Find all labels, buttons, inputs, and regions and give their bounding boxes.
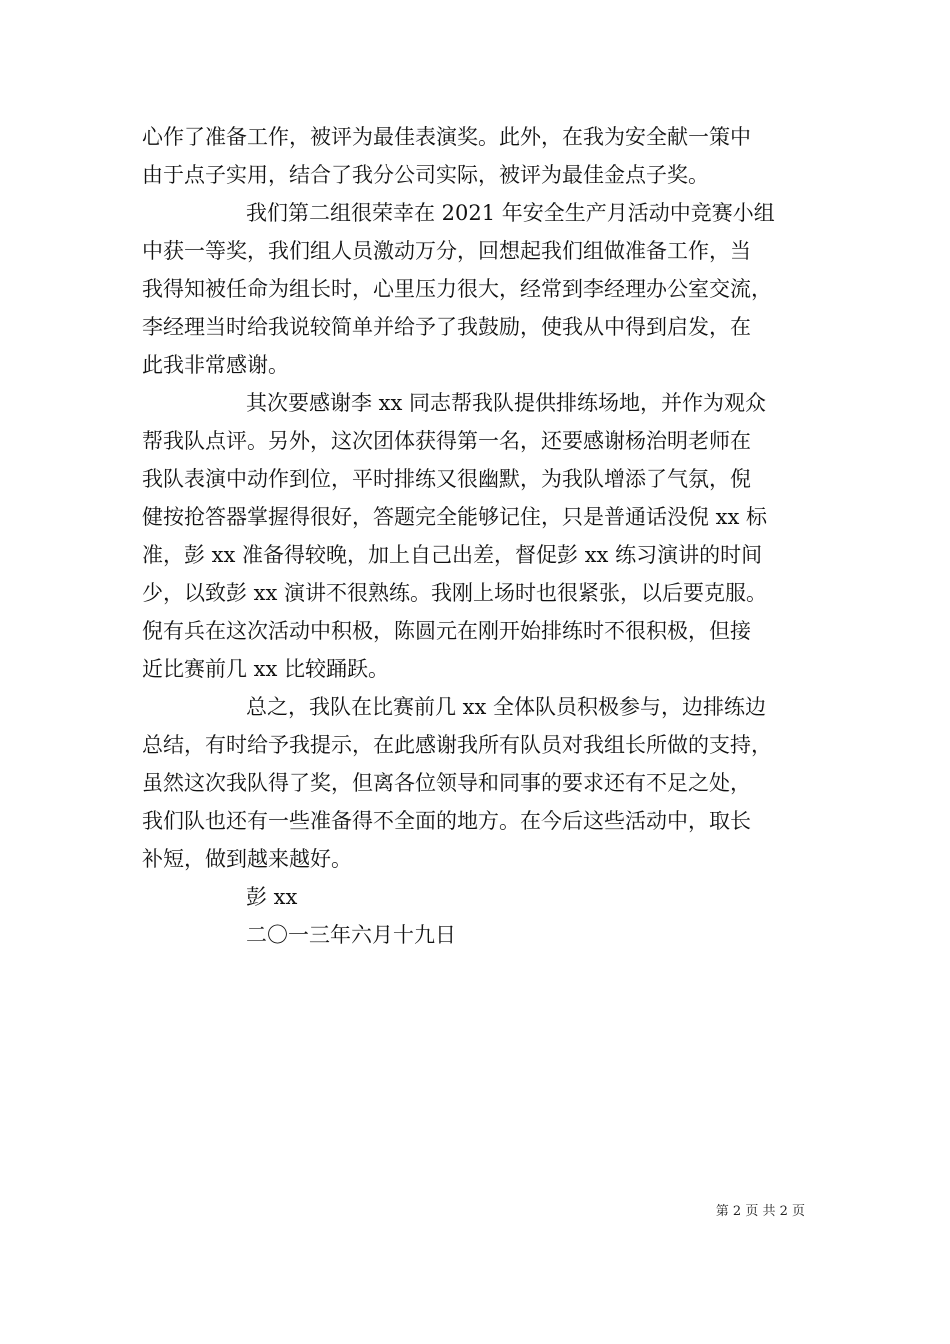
text-line: 近比赛前几 xx 比较踊跃。	[142, 657, 390, 681]
text-line: 我们第二组很荣幸在 2021 年安全生产月活动中竞赛小组	[246, 201, 775, 225]
page-number-footer: 第 2 页 共 2 页	[715, 1204, 805, 1219]
text-line: 少，以致彭 xx 演讲不很熟练。我刚上场时也很紧张，以后要克服。	[142, 581, 768, 605]
text-line: 心作了准备工作，被评为最佳表演奖。此外，在我为安全献一策中	[142, 125, 751, 149]
text-line: 其次要感谢李 xx 同志帮我队提供排练场地，并作为观众	[246, 391, 767, 415]
text-line: 我队表演中动作到位，平时排练又很幽默，为我队增添了气氛，倪	[142, 467, 751, 491]
text-line: 彭 xx	[246, 885, 298, 909]
text-line: 中获一等奖，我们组人员激动万分，回想起我们组做准备工作，当	[142, 239, 751, 263]
text-line: 补短，做到越来越好。	[142, 847, 352, 871]
text-line: 虽然这次我队得了奖，但离各位领导和同事的要求还有不足之处，	[142, 771, 751, 795]
text-line: 健按抢答器掌握得很好，答题完全能够记住，只是普通话没倪 xx 标	[142, 505, 768, 529]
text-line: 我得知被任命为组长时，心里压力很大，经常到李经理办公室交流，	[142, 277, 772, 301]
text-line: 二〇一三年六月十九日	[246, 923, 456, 947]
text-line: 帮我队点评。另外，这次团体获得第一名，还要感谢杨治明老师在	[142, 429, 751, 453]
text-line: 李经理当时给我说较简单并给予了我鼓励，使我从中得到启发，在	[142, 315, 751, 339]
text-line: 总之，我队在比赛前几 xx 全体队员积极参与，边排练边	[246, 695, 767, 719]
document-body	[142, 118, 832, 954]
text-line: 总结，有时给予我提示，在此感谢我所有队员对我组长所做的支持，	[142, 733, 772, 757]
text-line: 此我非常感谢。	[142, 353, 289, 377]
text-line: 由于点子实用，结合了我分公司实际，被评为最佳金点子奖。	[142, 163, 709, 187]
text-line: 倪有兵在这次活动中积极，陈圆元在刚开始排练时不很积极，但接	[142, 619, 751, 643]
text-line: 准，彭 xx 准备得较晚，加上自己出差，督促彭 xx 练习演讲的时间	[142, 543, 763, 567]
text-line: 我们队也还有一些准备得不全面的地方。在今后这些活动中，取长	[142, 809, 751, 833]
